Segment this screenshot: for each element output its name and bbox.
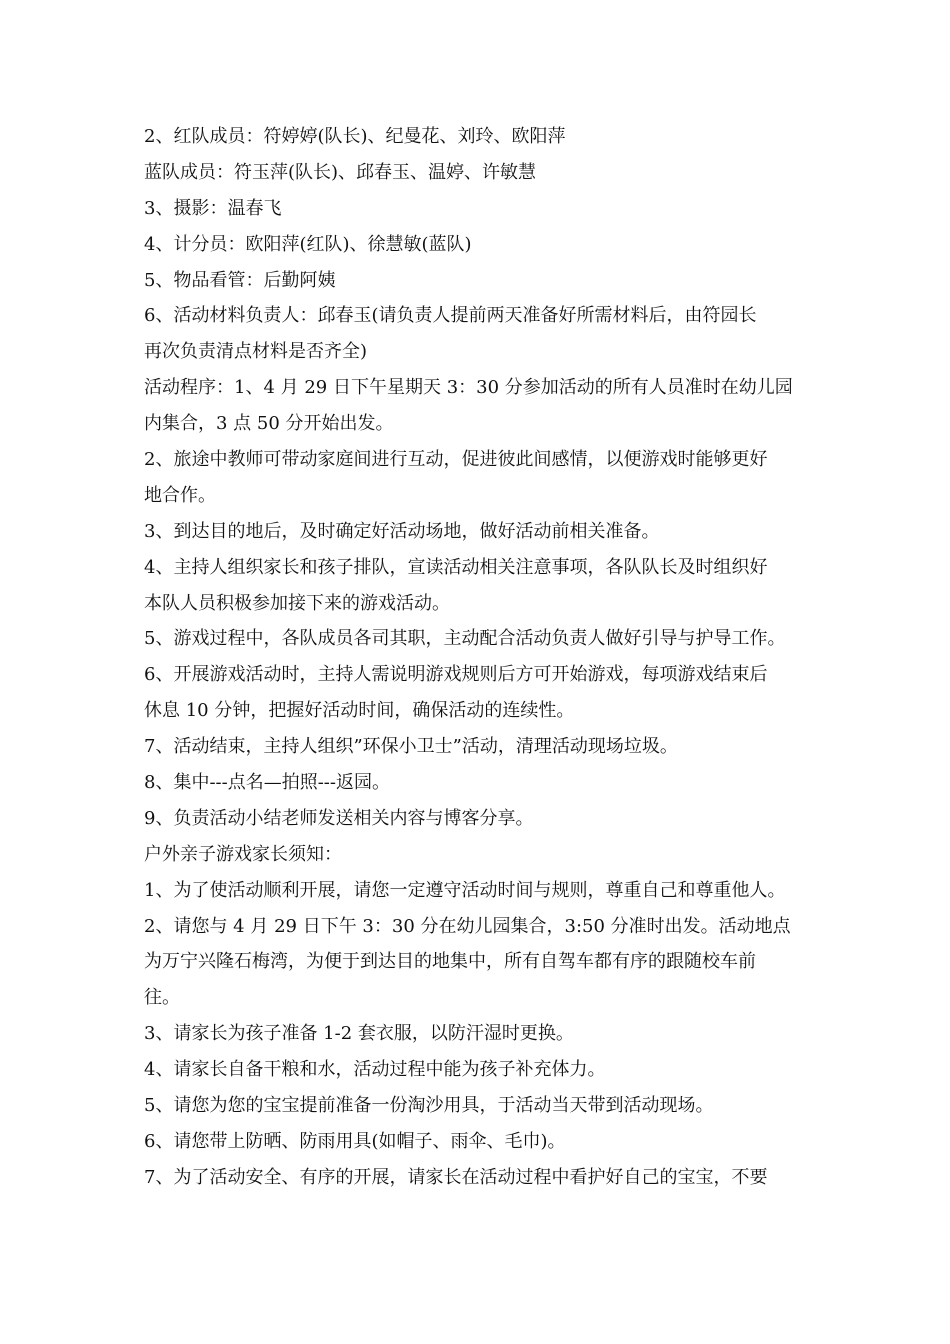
text-line: 6、活动材料负责人：邱春玉(请负责人提前两天准备好所需材料后，由符园长 [144,305,757,327]
text-line: 6、开展游戏活动时，主持人需说明游戏规则后方可开始游戏，每项游戏结束后 [144,664,768,686]
text-line: 往。 [144,987,180,1009]
text-line: 9、负责活动小结老师发送相关内容与博客分享。 [144,807,534,829]
text-line: 4、计分员：欧阳萍(红队)、徐慧敏(蓝队) [144,233,472,255]
text-line: 7、活动结束，主持人组织”环保小卫士”活动，清理活动现场垃圾。 [144,736,678,758]
text-line: 5、物品看管：后勤阿姨 [144,269,336,291]
text-line: 3、摄影：温春飞 [144,197,282,219]
text-line: 6、请您带上防晒、防雨用具(如帽子、雨伞、毛巾)。 [144,1130,566,1152]
text-line: 地合作。 [144,484,216,506]
text-line: 2、请您与 4 月 29 日下午 3：30 分在幼儿园集合，3:50 分准时出发。活动地点 [144,915,791,937]
text-line: 本队人员积极参加接下来的游戏活动。 [144,592,450,614]
text-line: 内集合，3 点 50 分开始出发。 [144,413,394,435]
text-line: 4、请家长自备干粮和水，活动过程中能为孩子补充体力。 [144,1059,606,1081]
text-line: 1、为了使活动顺利开展，请您一定遵守活动时间与规则，尊重自己和尊重他人。 [144,879,786,901]
section-heading: 户外亲子游戏家长须知： [144,843,342,865]
text-line: 再次负责清点材料是否齐全) [144,341,368,363]
text-line: 5、请您为您的宝宝提前准备一份淘沙用具，于活动当天带到活动现场。 [144,1095,714,1117]
text-line: 3、请家长为孩子准备 1-2 套衣服，以防汗湿时更换。 [144,1023,574,1045]
document-body [144,119,824,1196]
text-line: 5、游戏过程中，各队成员各司其职，主动配合活动负责人做好引导与护导工作。 [144,628,786,650]
text-line: 蓝队成员：符玉萍(队长)、邱春玉、温婷、许敏慧 [144,161,537,183]
text-line: 休息 10 分钟，把握好活动时间，确保活动的连续性。 [144,700,575,722]
text-line: 4、主持人组织家长和孩子排队，宣读活动相关注意事项，各队队长及时组织好 [144,556,768,578]
text-line: 7、为了活动安全、有序的开展，请家长在活动过程中看护好自己的宝宝，不要 [144,1166,768,1188]
text-line: 2、旅途中教师可带动家庭间进行互动，促进彼此间感情，以便游戏时能够更好 [144,449,768,471]
text-line: 2、红队成员：符婷婷(队长)、纪曼花、刘玲、欧阳萍 [144,126,566,147]
text-line: 8、集中---点名—拍照---返园。 [144,772,390,794]
text-line: 活动程序：1、4 月 29 日下午星期天 3：30 分参加活动的所有人员准时在幼儿园 [144,377,793,399]
text-line: 为万宁兴隆石梅湾，为便于到达目的地集中，所有自驾车都有序的跟随校车前 [144,951,756,973]
text-line: 3、到达目的地后，及时确定好活动场地，做好活动前相关准备。 [144,520,660,542]
